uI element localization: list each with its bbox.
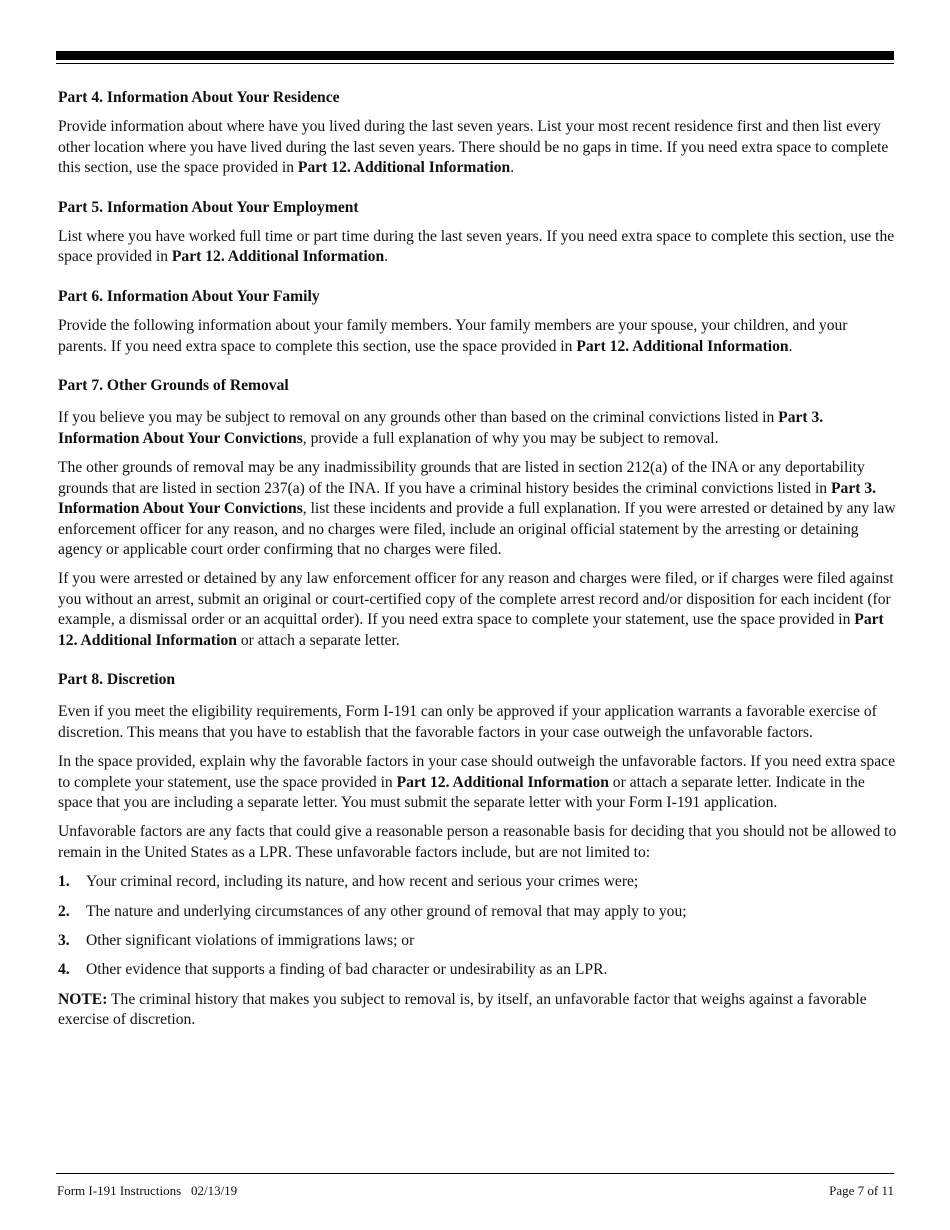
section-part-5: [58, 198, 898, 268]
footer-rule: [56, 1173, 894, 1174]
list-item: [58, 960, 898, 980]
list-item-text: The nature and underlying circumstances of any other ground of removal that may apply to you;: [86, 902, 687, 920]
list-item-text: Other significant violations of immigrations laws; or: [86, 932, 415, 949]
paragraph: In the space provided, explain why the favorable factors in your case should outweigh the unfavorable factors. If you need extra space to complete your statement, use the space provided in Part 12. Additional Information or attach a separate letter. Indicate in the space that you are including a separate letter. You must submit the separate letter with your Form I-191 application.: [58, 753, 895, 811]
list-item-number: 3.: [58, 932, 70, 949]
header-rule-thick: [56, 51, 894, 60]
footer-page-number: Page 7 of 11: [829, 1183, 894, 1198]
footer-form-id: Form I-191 Instructions 02/13/19: [57, 1183, 238, 1198]
paragraph: If you were arrested or detained by any law enforcement officer for any reason and charges were filed, or if charges were filed against you without an arrest, submit an original or court-certified copy of the complete arrest record and/or disposition for each incident (for example, a dismissal order or an acquittal order). If you need extra space to complete your statement, use the space provided in Part 12. Additional Information or attach a separate letter.: [58, 570, 894, 649]
paragraph: Provide the following information about your family members. Your family members are your spouse, your children, and your parents. If you need extra space to complete this section, use the space provided in Part 12. Additional Information.: [58, 317, 848, 355]
section-part-6: [58, 287, 898, 357]
paragraph: The other grounds of removal may be any inadmissibility grounds that are listed in section 212(a) of the INA or any deportability grounds that are listed in section 237(a) of the INA. If you have a criminal history besides the criminal convictions listed in Part 3. Information About Your Convictions, list these incidents and provide a full explanation. If you were arrested or detained by any law enforcement officer for any reason, and no charges were filed, include an original official statement by the arresting or detaining agency or applicable court order confirming that no charges were filed.: [58, 459, 896, 558]
section-heading: Part 7. Other Grounds of Removal: [58, 377, 289, 395]
section-heading: Part 6. Information About Your Family: [58, 287, 320, 305]
header-rule-thin: [56, 63, 894, 64]
paragraph: List where you have worked full time or part time during the last seven years. If you need extra space to complete this section, use the space provided in Part 12. Additional Information.: [58, 228, 895, 266]
section-heading: Part 5. Information About Your Employment: [58, 198, 359, 216]
paragraph: Even if you meet the eligibility requirements, Form I-191 can only be approved if your application warrants a favorable exercise of discretion. This means that you have to establish that the favorable factors in your case outweigh the unfavorable factors.: [58, 703, 877, 741]
section-heading: Part 8. Discretion: [58, 670, 176, 688]
list-item-text: Other evidence that supports a finding of bad character or undesirability as an LPR.: [86, 961, 608, 979]
section-heading: Part 4. Information About Your Residence: [58, 89, 340, 106]
paragraph: If you believe you may be subject to removal on any grounds other than based on the criminal convictions listed in Part 3. Information About Your Convictions, provide a full explanation of why you may be subject to removal.: [58, 409, 824, 447]
section-part-7: [58, 376, 898, 651]
list-item: [58, 931, 898, 951]
list-item-number: 1.: [58, 873, 70, 891]
list-item: [58, 872, 898, 892]
paragraph: Provide information about where have you lived during the last seven years. List your most recent residence first and then list every other location where you have lived during the last seven years. There should be no gaps in time. If you need extra space to complete this section, use the space provided in Part 12. Additional Information.: [58, 118, 889, 177]
list-item-number: 4.: [58, 961, 70, 979]
note-paragraph: NOTE: The criminal history that makes you subject to removal is, by itself, an unfavorable factor that weighs against a favorable exercise of discretion.: [58, 990, 867, 1029]
section-part-8: [58, 670, 898, 1031]
section-part-4: [58, 88, 898, 179]
note-label: NOTE:: [58, 990, 108, 1008]
list-item-number: 2.: [58, 902, 70, 920]
list-item-text: Your criminal record, including its nature, and how recent and serious your crimes were;: [86, 873, 639, 891]
list-item: [58, 902, 898, 922]
page-content: [58, 88, 898, 1040]
paragraph: Unfavorable factors are any facts that could give a reasonable person a reasonable basis for deciding that you should not be allowed to remain in the United States as a LPR. These unfavorable factors include, but are not limited to:: [58, 823, 897, 861]
